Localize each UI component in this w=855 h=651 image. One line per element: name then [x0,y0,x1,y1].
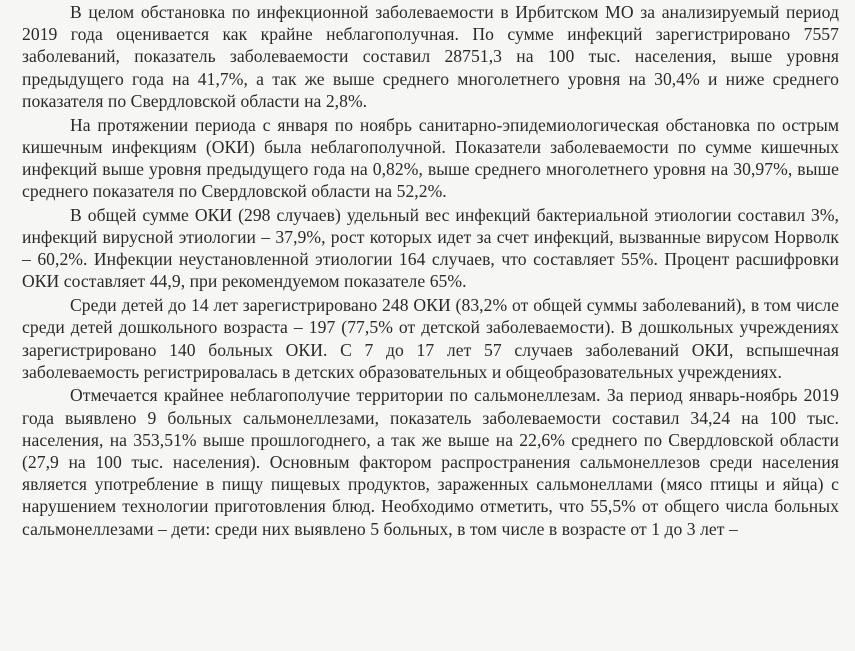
paragraph-children-oki: Среди детей до 14 лет зарегистрировано 248 ОКИ (83,2% от общей суммы заболеваний), в том числе среди детей дошкольного возраста – 197 (77,5% от детской заболеваемости). В дошкольных учреждениях зарегистрировано 140 больных ОКИ. С 7 до 17 лет 57 случаев заболеваний ОКИ, вспышечная заболеваемость регистрировалась в детских образовательных и общеобразовательных учреждениях. [22,295,839,382]
paragraph-overall-situation: В целом обстановка по инфекционной заболеваемости в Ирбитском МО за анализируемый период 2019 года оценивается как крайне неблагополучная. По сумме инфекций зарегистрировано 7557 заболеваний, показатель заболеваемости составил 28751,3 на 100 тыс. населения, выше уровня предыдущего года на 41,7%, а так же выше среднего многолетнего уровня на 30,4% и ниже среднего показателя по Свердловской области на 2,8%. [22,2,839,111]
paragraph-salmonellosis: Отмечается крайнее неблагополучие территории по сальмонеллезам. За период январь-ноябрь 2019 года выявлено 9 больных сальмонеллезами, показатель заболеваемости составил 34,24 на 100 тыс. населения, на 353,51% выше прошлогоднего, а так же выше на 22,6% среднего по Свердловской области (27,9 на 100 тыс. населения). Основным фактором распространения сальмонеллезов среди населения является употребление в пищу пищевых продуктов, зараженных сальмонеллами (мясо птицы и яйца) с нарушением технологии приготовления блюд. Необходимо отметить, что 55,5% от общего числа больных сальмонеллезами – дети: среди них выявлено 5 больных, в том числе в возрасте от 1 до 3 лет – [22,385,839,539]
paragraph-intestinal-infections: На протяжении периода с января по ноябрь санитарно-эпидемиологическая обстановка по острым кишечным инфекциям (ОКИ) была неблагополучной. Показатели заболеваемости по сумме кишечных инфекций выше уровня предыдущего года на 0,82%, выше среднего многолетнего уровня на 30,97%, выше среднего показателя по Свердловской области на 52,2%. [22,114,839,202]
paragraph-oki-etiology: В общей сумме ОКИ (298 случаев) удельный вес инфекций бактериальной этиологии составил 3%, инфекций вирусной этиологии – 37,9%, рост которых идет за счет инфекций, вызванные вирусом Норволк – 60,2%. Инфекции неустановленной этиологии 164 случаев, что составляет 55%. Процент расшифровки ОКИ составляет 44,9, при рекомендуемом показателе 65%. [22,204,839,292]
